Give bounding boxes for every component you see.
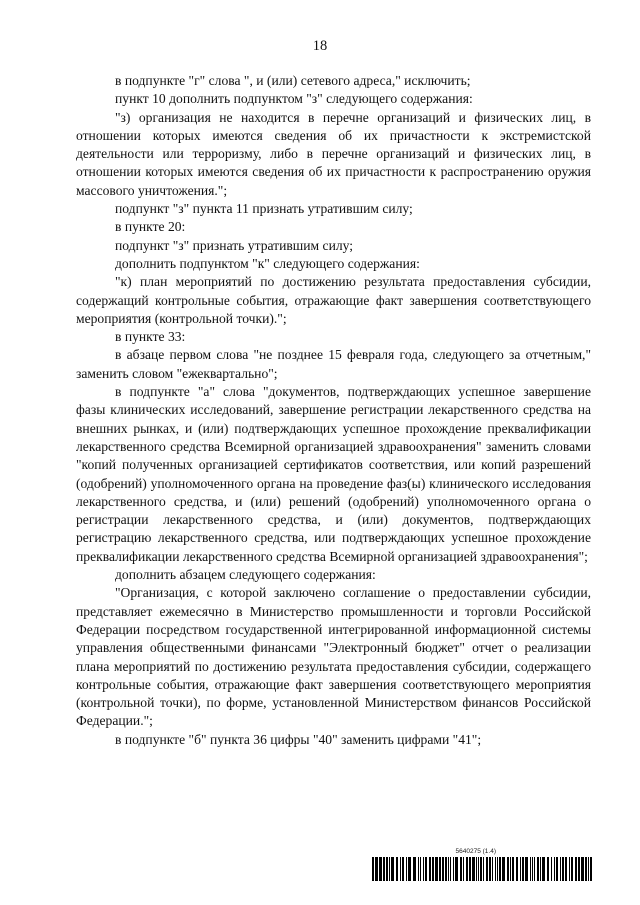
page-number: 18 bbox=[312, 38, 328, 54]
document-code: 5640275 (1.4) bbox=[455, 848, 496, 855]
document-body bbox=[76, 72, 591, 749]
paragraph: в пункте 20: bbox=[115, 219, 186, 235]
paragraph: подпункт "з" пункта 11 признать утратившим силу; bbox=[115, 201, 413, 217]
barcode-icon bbox=[372, 857, 592, 881]
document-footer bbox=[372, 848, 592, 882]
paragraph: "Организация, с которой заключено соглашение о предоставлении субсидии, представляет ежемесячно в Министерство промышленности и торговли Российской Федерации посредством государственной интегрированной информационной системы управления общественными финансами "Электронный бюджет" отчет о реализации плана мероприятий по достижению результата предоставления субсидии, содержащего контрольные события, отражающие факт завершения соответствующего мероприятия (контрольной точки), по форме, установленной Министерством финансов Российской Федерации."; bbox=[76, 585, 591, 729]
paragraph: в подпункте "б" пункта 36 цифры "40" заменить цифрами "41"; bbox=[115, 731, 482, 747]
paragraph: в абзаце первом слова "не позднее 15 февраля года, следующего за отчетным," заменить словом "ежеквартально"; bbox=[76, 347, 591, 381]
paragraph: подпункт "з" признать утратившим силу; bbox=[115, 237, 354, 253]
paragraph: "з) организация не находится в перечне организаций и физических лиц, в отношении которых имеются сведения об их причастности к экстремистской деятельности или терроризму, либо в перечне организаций и физических лиц, в отношении которых имеются сведения об их причастности к распространению оружия массового уничтожения."; bbox=[76, 109, 591, 198]
paragraph: в пункте 33: bbox=[115, 329, 186, 345]
paragraph: пункт 10 дополнить подпунктом "з" следующего содержания: bbox=[115, 91, 473, 107]
paragraph: в подпункте "а" слова "документов, подтверждающих успешное завершение фазы клинических исследований, завершение регистрации лекарственного средства на внешних рынках, и (или) подтверждающих успешное прохождение преквалификации лекарственного средства Всемирной организацией здравоохранения" заменить словами "копий полученных организацией сертификатов соответствия, или копий разрешений (одобрений) уполномоченного органа на проведение фаз(ы) клинического исследования лекарственного средства, и (или) решений (одобрений) уполномоченного органа о регистрации лекарственного средства, и (или) документов, подтверждающих регистрацию лекарственного средства, или подтверждающих успешное прохождение преквалификации лекарственного средства Всемирной организацией здравоохранения"; bbox=[76, 384, 591, 564]
paragraph: "к) план мероприятий по достижению результата предоставления субсидии, содержащий контрольные события, отражающие факт завершения соответствующего мероприятия (контрольной точки)."; bbox=[76, 274, 591, 326]
paragraph: дополнить подпунктом "к" следующего содержания: bbox=[115, 255, 420, 271]
paragraph: дополнить абзацем следующего содержания: bbox=[115, 567, 376, 583]
paragraph: в подпункте "г" слова ", и (или) сетевого адреса," исключить; bbox=[115, 73, 471, 88]
